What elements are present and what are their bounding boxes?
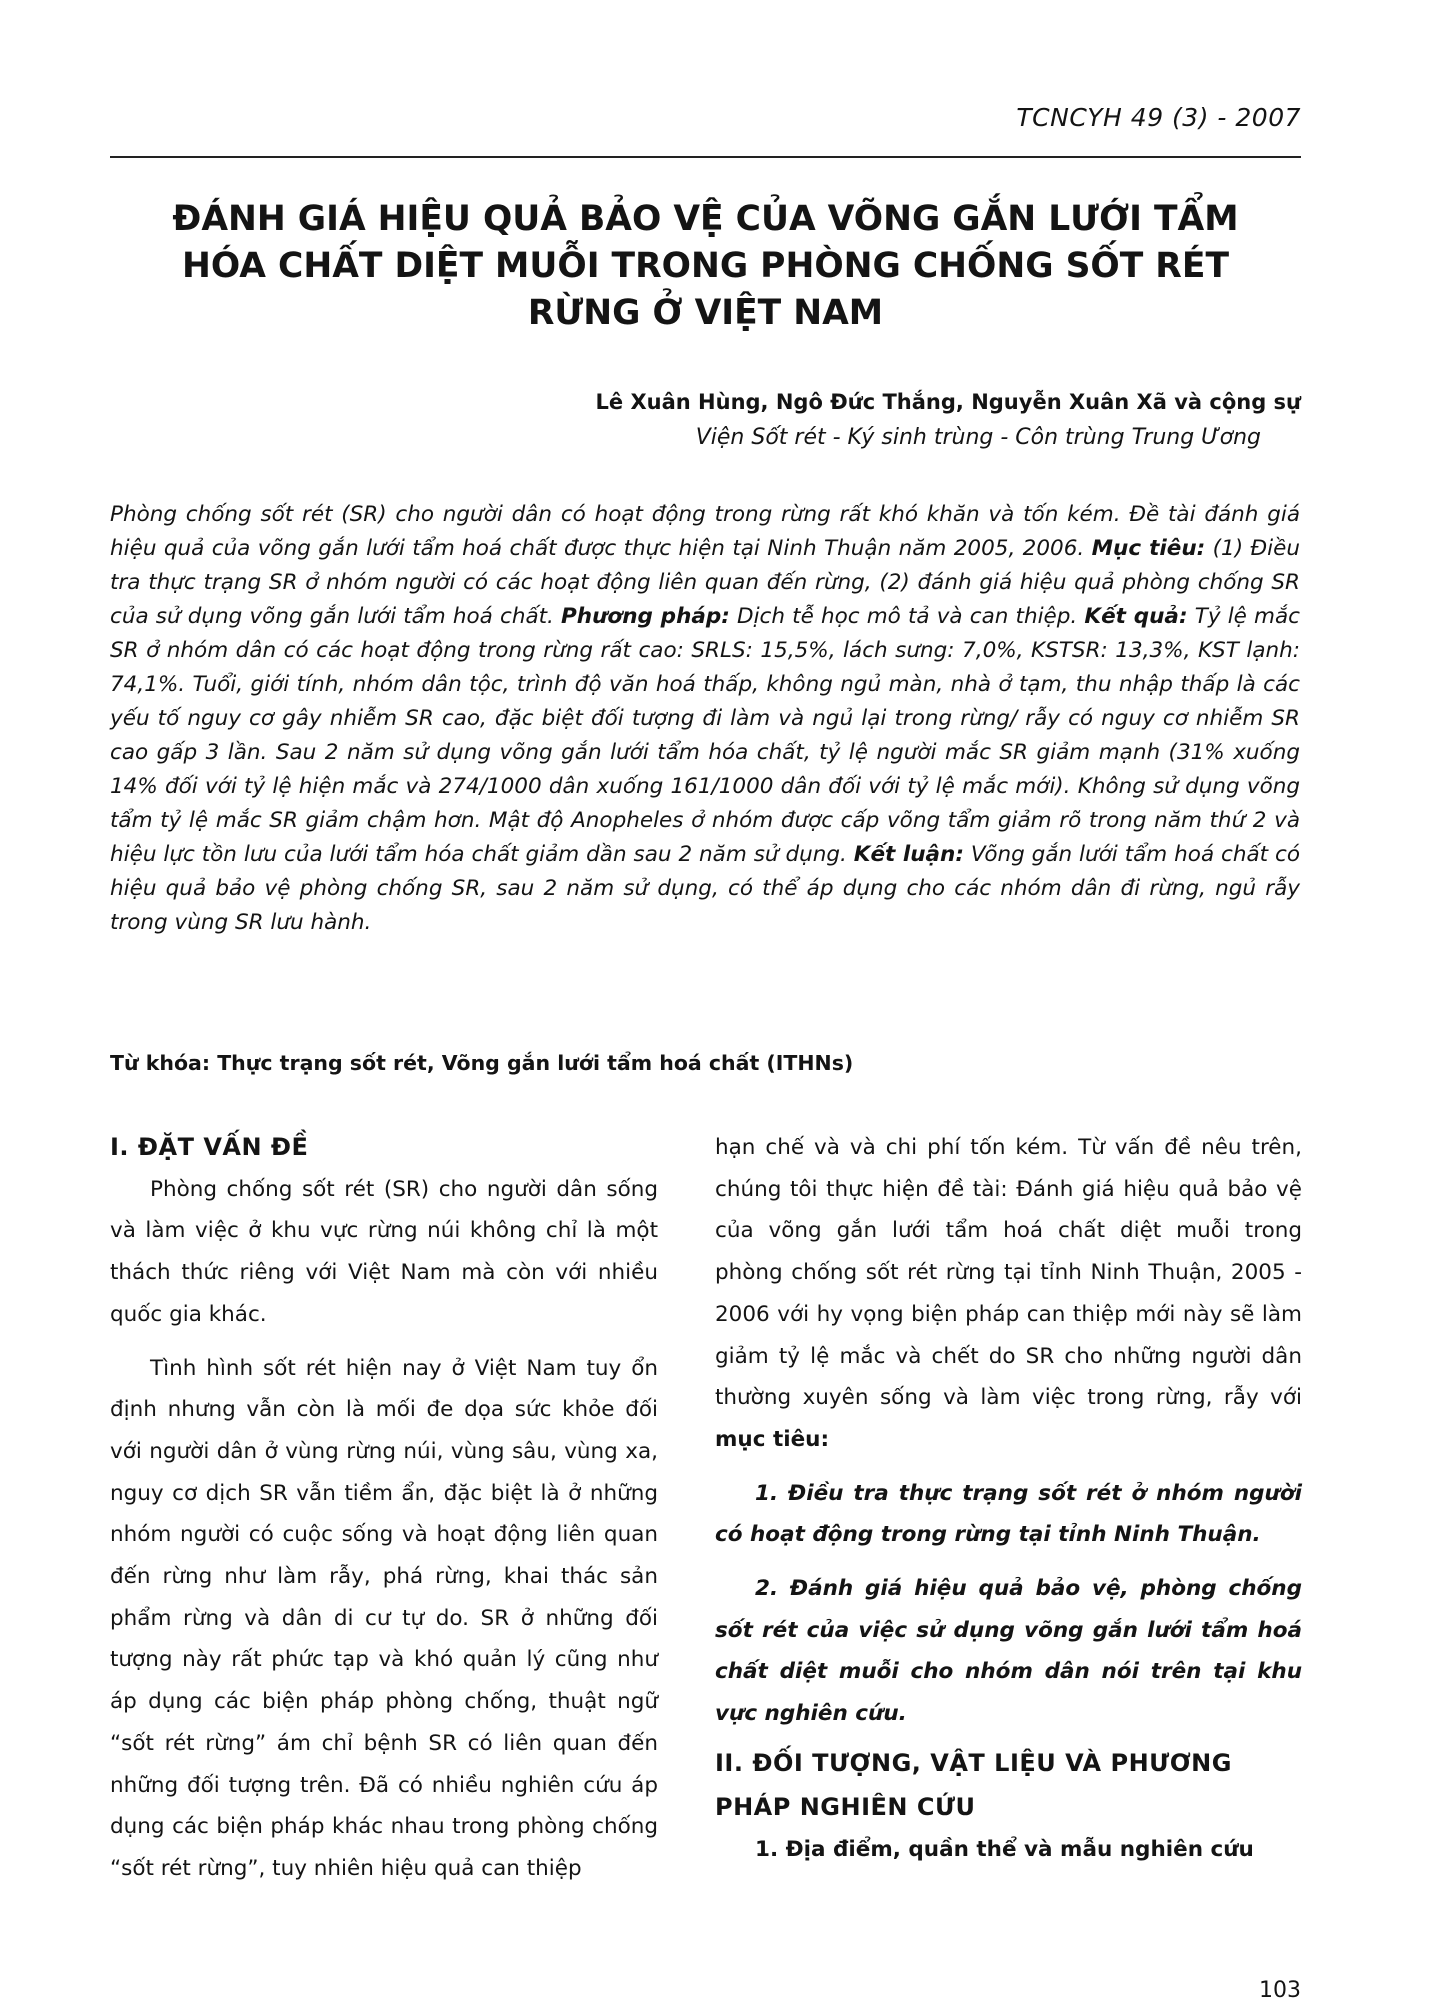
section-heading-methods: II. ĐỐI TƯỢNG, VẬT LIỆU VÀ PHƯƠNG PHÁP NGHIÊN CỨU bbox=[715, 1748, 1232, 1821]
abstract-objective-text: (1) Điều tra thực trạng SR ở nhóm người có các hoạt động liên quan đến rừng, (2) đánh giá hiệu quả phòng chống SR của sử dụng võng gắn lưới tẩm hoá chất. bbox=[110, 536, 1300, 629]
header-rule bbox=[110, 156, 1301, 158]
objective-1: 1. Điều tra thực trạng sốt rét ở nhóm người có hoạt động trong rừng tại tỉnh Ninh Thuận. bbox=[715, 1480, 1302, 1548]
abstract-objective-label: Mục tiêu: bbox=[1091, 536, 1206, 561]
abstract-conclusion-text: Võng gắn lưới tẩm hoá chất có hiệu quả bảo vệ phòng chống SR, sau 2 năm sử dụng, có thể áp dụng cho các nhóm dân đi rừng, ngủ rẫy trong vùng SR lưu hành. bbox=[110, 842, 1300, 935]
keywords: Từ khóa: Thực trạng sốt rét, Võng gắn lưới tẩm hoá chất (ITHNs) bbox=[110, 1051, 854, 1075]
page-number: 103 bbox=[1259, 1978, 1301, 2003]
section-heading-introduction: I. ĐẶT VẤN ĐỀ bbox=[110, 1133, 309, 1161]
abstract-method-text: Dịch tễ học mô tả và can thiệp. bbox=[737, 604, 1078, 629]
abstract bbox=[110, 498, 1300, 940]
abstract-method-label: Phương pháp: bbox=[561, 604, 730, 629]
abstract-conclusion-label: Kết luận: bbox=[853, 842, 964, 867]
abstract-intro: Phòng chống sốt rét (SR) cho người dân có hoạt động trong rừng rất khó khăn và tốn kém. Đề tài đánh giá hiệu quả của võng gắn lưới tẩm hoá chất được thực hiện tại Ninh Thuận năm 2005, 2006. bbox=[110, 502, 1300, 561]
affiliation: Viện Sốt rét - Ký sinh trùng - Côn trùng Trung Ương bbox=[695, 425, 1261, 450]
abstract-result-text: Tỷ lệ mắc SR ở nhóm dân có các hoạt động trong rừng rất cao: SRLS: 15,5%, lách sưng: 7,0%, KSTSR: 13,3%, KST lạnh: 74,1%. Tuổi, giới tính, nhóm dân tộc, trình độ văn hoá thấp, không ngủ màn, nhà ở tạm, thu nhập thấp là các yếu tố nguy cơ gây nhiễm SR cao, đặc biệt đối tượng đi làm và ngủ lại trong rừng/ rẫy có nguy cơ nhiễm SR cao gấp 3 lần. Sau 2 năm sử dụng võng gắn lưới tẩm hóa chất, tỷ lệ người mắc SR giảm mạnh (31% xuống 14% đối với tỷ lệ hiện mắc và 274/1000 dân xuống 161/1000 dân đối với tỷ lệ mắc mới). Không sử dụng võng tẩm tỷ lệ mắc SR giảm chậm hơn. Mật độ Anopheles ở nhóm được cấp võng tẩm giảm rõ trong năm thứ 2 và hiệu lực tồn lưu của lưới tẩm hóa chất giảm dần sau 2 năm sử dụng. bbox=[110, 604, 1300, 867]
abstract-result-label: Kết quả: bbox=[1084, 604, 1188, 629]
left-column bbox=[110, 1127, 658, 1890]
journal-reference: TCNCYH 49 (3) - 2007 bbox=[1016, 103, 1301, 132]
authors: Lê Xuân Hùng, Ngô Đức Thắng, Nguyễn Xuân Xã và cộng sự bbox=[595, 390, 1301, 414]
objective-2: 2. Đánh giá hiệu quả bảo vệ, phòng chống sốt rét của việc sử dụng võng gắn lưới tẩm hoá chất diệt muỗi cho nhóm dân nói trên tại khu vực nghiên cứu. bbox=[715, 1576, 1302, 1727]
intro-paragraph-2: Tình hình sốt rét hiện nay ở Việt Nam tuy ổn định nhưng vẫn còn là mối đe dọa sức khỏe đối với người dân ở vùng rừng núi, vùng sâu, vùng xa, nguy cơ dịch SR vẫn tiềm ẩn, đặc biệt là ở những nhóm người có cuộc sống và hoạt động liên quan đến rừng như làm rẫy, phá rừng, khai thác sản phẩm rừng và dân di cư tự do. SR ở những đối tượng này rất phức tạp và khó quản lý cũng như áp dụng các biện pháp phòng chống, thuật ngữ “sốt rét rừng” ám chỉ bệnh SR có liên quan đến những đối tượng trên. Đã có nhiều nghiên cứu áp dụng các biện pháp khác nhau trong phòng chống “sốt rét rừng”, tuy nhiên hiệu quả can thiệp bbox=[110, 1355, 658, 1881]
objectives-label: mục tiêu: bbox=[715, 1426, 830, 1452]
intro-paragraph-1: Phòng chống sốt rét (SR) cho người dân sống và làm việc ở khu vực rừng núi không chỉ là một thách thức riêng với Việt Nam mà còn với nhiều quốc gia khác. bbox=[110, 1176, 658, 1327]
intro-paragraph-3 bbox=[715, 1127, 1302, 1461]
article-title: ĐÁNH GIÁ HIỆU QUẢ BẢO VỆ CỦA VÕNG GẮN LƯỚI TẨM HÓA CHẤT DIỆT MUỖI TRONG PHÒNG CHỐNG SỐT RÉT RỪNG Ở VIỆT NAM bbox=[172, 199, 1239, 333]
right-column bbox=[715, 1127, 1302, 1871]
intro-paragraph-3-text: hạn chế và và chi phí tốn kém. Từ vấn đề nêu trên, chúng tôi thực hiện đề tài: Đánh giá hiệu quả bảo vệ của võng gắn lưới tẩm hoá chất diệt muỗi trong phòng chống sốt rét rừng tại tỉnh Ninh Thuận, 2005 - 2006 với hy vọng biện pháp can thiệp mới này sẽ làm giảm tỷ lệ mắc và chết do SR cho những người dân thường xuyên sống và làm việc trong rừng, rẫy với bbox=[715, 1135, 1302, 1411]
subsection-heading-location: 1. Địa điểm, quần thể và mẫu nghiên cứu bbox=[755, 1836, 1254, 1862]
